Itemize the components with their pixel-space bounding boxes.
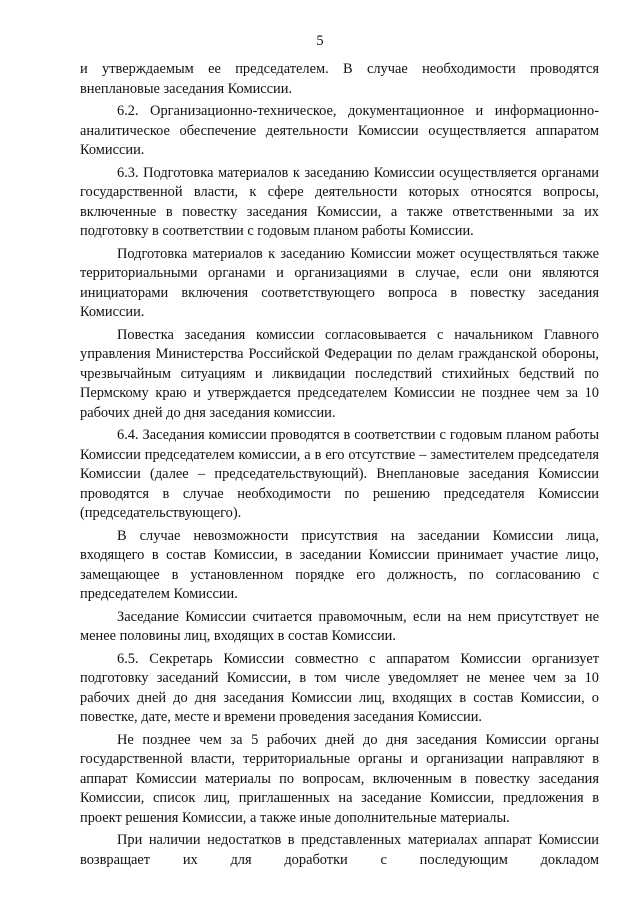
paragraph-deficiencies: При наличии недостатков в представленных материалах аппарат Комиссии возвращает их для доработки с последующим докладом bbox=[80, 832, 599, 868]
paragraph-substitute-member: В случае невозможности присутствия на заседании Комиссии лица, входящего в состав Комиссии, в заседании Комиссии принимает участие лицо, замещающее в установленном порядке его должность, по согласованию с председателем Комиссии. bbox=[80, 527, 599, 602]
paragraph-quorum: Заседание Комиссии считается правомочным, если на нем присутствует не менее половины лиц, входящих в состав Комиссии. bbox=[80, 608, 599, 644]
paragraph-agenda-approval: Повестка заседания комиссии согласовывается с начальником Главного управления Министерства Российской Федерации по делам гражданской обороны, чрезвычайным ситуациям и ликвидации последствий стихийных бедствий по Пермскому краю и утверждается председателем Комиссии не позднее чем за 10 рабочих дней до дня заседания комиссии. bbox=[80, 326, 599, 421]
document-body bbox=[80, 60, 599, 873]
paragraph-materials-deadline: Не позднее чем за 5 рабочих дней до дня заседания Комиссии органы государственной власти, территориальные органы и организации направляют в аппарат Комиссии материалы по вопросам, включенным в повестку заседания Комиссии, список лиц, приглашенных на заседание Комиссии, предложения в проект решения Комиссии, а также иные дополнительные материалы. bbox=[80, 731, 599, 826]
paragraph-continuation: и утверждаемым ее председателем. В случае необходимости проводятся внеплановые заседания Комиссии. bbox=[80, 61, 599, 97]
paragraph-6-5: 6.5. Секретарь Комиссии совместно с аппаратом Комиссии организует подготовку заседаний Комиссии, в том числе уведомляет не менее чем за 10 рабочих дней до дня заседания Комиссии лиц, входящих в состав Комиссии, о повестке, дате, месте и времени проведения заседания Комиссии. bbox=[80, 650, 599, 725]
paragraph-6-2: 6.2. Организационно-техническое, документационное и информационно-аналитическое обеспечение деятельности Комиссии осуществляется аппаратом Комиссии. bbox=[80, 103, 599, 158]
paragraph-territorial-bodies: Подготовка материалов к заседанию Комиссии может осуществляться также территориальными органами и организациями в случае, если они являются инициаторами включения соответствующего вопроса в повестку заседания Комиссии. bbox=[80, 245, 599, 320]
page-number: 5 bbox=[316, 33, 324, 49]
paragraph-6-3: 6.3. Подготовка материалов к заседанию Комиссии осуществляется органами государственной власти, к сфере деятельности которых относятся вопросы, включенные в повестку заседания Комиссии, а также ответственными за их подготовку в соответствии с годовым планом работы Комиссии. bbox=[80, 164, 599, 239]
paragraph-6-4: 6.4. Заседания комиссии проводятся в соответствии с годовым планом работы Комиссии председателем комиссии, а в его отсутствие – заместителем председателя Комиссии (далее – председательствующий). Внеплановые заседания Комиссии проводятся в случае необходимости по решению председателя Комиссии (председательствующего). bbox=[80, 427, 599, 521]
